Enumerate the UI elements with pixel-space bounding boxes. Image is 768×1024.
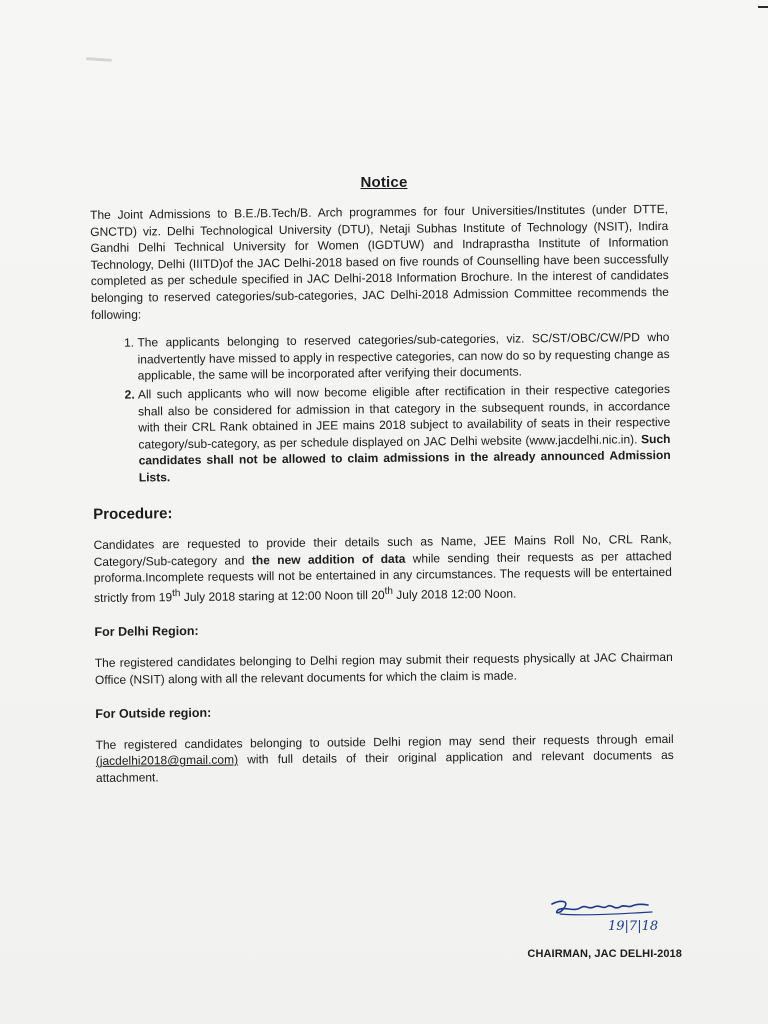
- signatory-title: CHAIRMAN, JAC DELHI-2018: [527, 948, 682, 960]
- recommendation-text-1: The applicants belonging to reserved categories/sub-categories, viz. SC/ST/OBC/CW/PD who inadvertently have missed to apply in respective categories, can now do so by requesting change as applicable, the same will be incorporated after verifying their documents.: [137, 330, 670, 383]
- delhi-region-heading: For Delhi Region:: [94, 624, 199, 640]
- scan-edge-mark: [758, 6, 768, 8]
- procedure-text-part3: July 2018 staring at 12:00 Noon till 20: [183, 587, 385, 604]
- scan-smudge: [86, 57, 112, 62]
- notice-intro: The Joint Admissions to B.E./B.Tech/B. Arch programmes for four Universities/Institutes (under DTTE, GNCTD) viz. Delhi Technological University (DTU), Netaji Subhas Institute of Technology (NSIT), Indira Gandhi Delhi Technical University for Women (IGDTUW) and Indraprastha Institute of Information Technology, Delhi (IIITD)of the JAC Delhi-2018 based on five rounds of Counselling have been successfully completed as per schedule specified in JAC Delhi-2018 Information Brochure. In the interest of candidates belonging to reserved categories/sub-categories, JAC Delhi-2018 Admission Committee recommends the following:: [90, 201, 669, 322]
- notice-title: Notice: [360, 174, 408, 191]
- procedure-text-part4: July 2018 12:00 Noon.: [396, 586, 517, 602]
- date-suffix-2: th: [384, 585, 393, 597]
- delhi-region-text: The registered candidates belonging to Delhi region may submit their requests physically at JAC Chairman Office (NSIT) along with all the relevant documents for which the claim is made.: [94, 649, 673, 687]
- contact-email: (jacdelhi2018@gmail.com): [95, 752, 239, 769]
- notice-body: [90, 201, 674, 787]
- outside-region-text-part2: with full details of their original application and relevant documents as attachment.: [95, 748, 674, 785]
- recommendation-emphasis-2: Such candidates shall not be allowed to claim admissions in the already announced Admission Lists.: [138, 431, 671, 485]
- procedure-text-part2: while sending their requests as per attached proforma.Incomplete requests will not be entertained in any circumstances. The requests will be entertained strictly from 19: [93, 548, 672, 605]
- procedure-text: [93, 531, 672, 606]
- procedure-heading: Procedure:: [93, 504, 173, 523]
- recommendation-item-1: [137, 329, 669, 384]
- outside-region-heading: For Outside region:: [95, 706, 212, 722]
- procedure-text-part1: Candidates are requested to provide their details such as Name, JEE Mains Roll No, CRL Rank, Category/Sub-category and: [93, 532, 672, 569]
- recommendation-text-2: All such applicants who will now become eligible after rectification in their respective categories shall also be considered for admission in that category in the subsequent rounds, in accordance with their CRL Rank obtained in JEE mains 2018 subject to availability of seats in their respective category/sub-category, as per schedule displayed on JAC Delhi website (www.jacdelhi.nic.in).: [137, 381, 671, 452]
- outside-region-text-part1: The registered candidates belonging to outside Delhi region may send their requests through email: [95, 731, 674, 752]
- recommendation-list: [91, 329, 671, 486]
- date-suffix-1: th: [172, 587, 181, 600]
- outside-region-text: [96, 731, 674, 787]
- handwritten-signature: [540, 892, 690, 938]
- procedure-emphasis: the new addition of data: [251, 551, 406, 568]
- recommendation-item-2: [138, 381, 671, 486]
- signature-date: 19|7|18: [608, 919, 659, 934]
